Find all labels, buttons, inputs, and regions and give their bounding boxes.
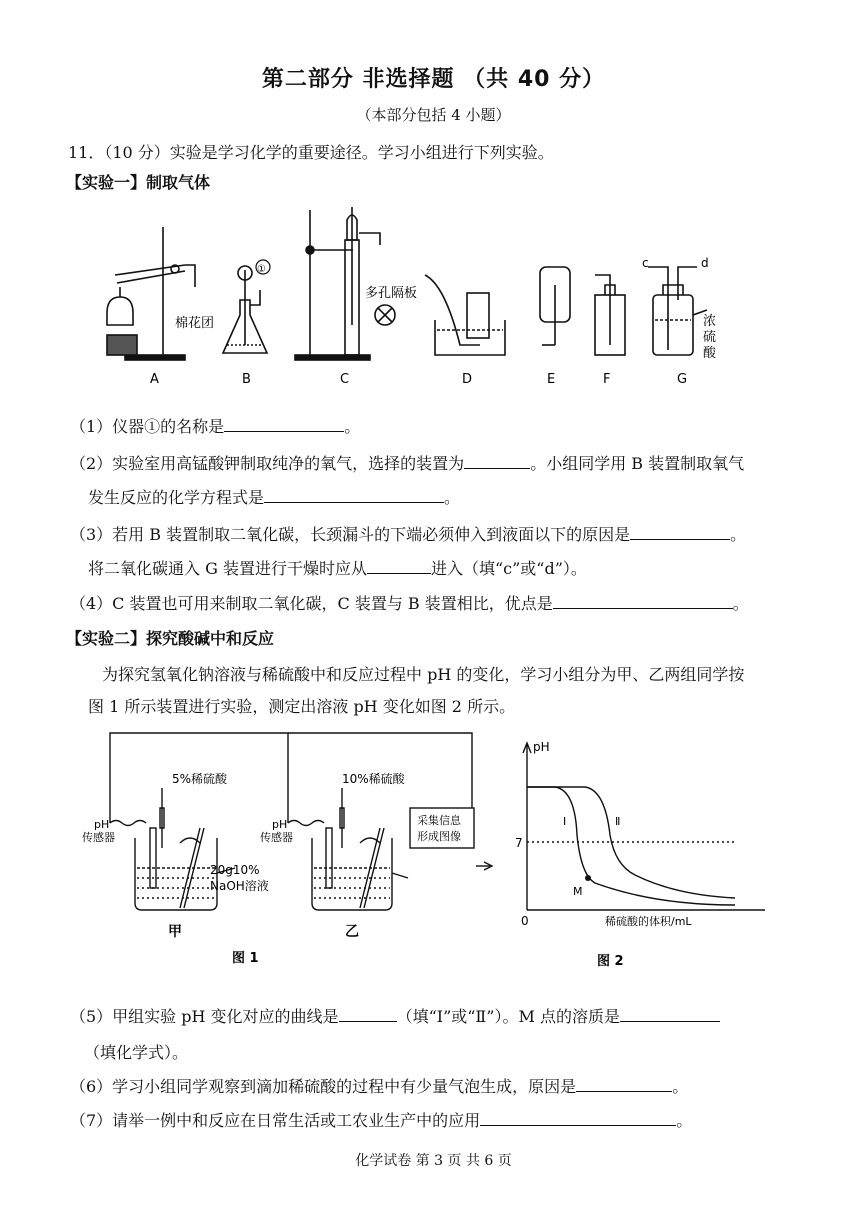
acid-label-2: 硫 bbox=[703, 330, 717, 345]
page-footer: 化学试卷 第 3 页 共 6 页 bbox=[355, 1153, 512, 1169]
circle-one-label: ① bbox=[257, 264, 266, 275]
q1: （1）仪器①的名称是 。 bbox=[70, 417, 361, 436]
exp2-intro-2: 图 1 所示装置进行实验，测定出溶液 pH 变化如图 2 所示。 bbox=[88, 697, 516, 716]
apparatus-label-f: F bbox=[603, 372, 611, 387]
apparatus-label-g: G bbox=[677, 372, 688, 387]
sensor-label-1a: pH bbox=[94, 818, 110, 831]
figure-2-caption: 图 2 bbox=[597, 954, 624, 969]
apparatus-label-e: E bbox=[547, 372, 556, 387]
curve-1-label: Ⅰ bbox=[563, 815, 567, 828]
section-title: 第二部分 非选择题 （共 40 分） bbox=[261, 67, 606, 92]
figure-1 bbox=[80, 728, 500, 973]
acid-label-1: 浓 bbox=[703, 314, 717, 329]
q6: （6）学习小组同学观察到滴加稀硫酸的过程中有少量气泡生成，原因是 。 bbox=[70, 1077, 689, 1096]
experiment-2-title: 【实验二】探究酸碱中和反应 bbox=[66, 629, 275, 648]
apparatus-figure bbox=[95, 205, 735, 390]
cotton-label: 棉花团 bbox=[175, 316, 215, 331]
figure-2 bbox=[515, 735, 775, 970]
porous-plate-label: 多孔隔板 bbox=[365, 286, 418, 301]
q2-line-2: 发生反应的化学方程式是 。 bbox=[88, 488, 461, 507]
experiment-1-title: 【实验一】制取气体 bbox=[66, 173, 211, 192]
q3-line-1: （3）若用 B 装置制取二氧化碳，长颈漏斗的下端必须伸入到液面以下的原因是 。 bbox=[70, 525, 747, 544]
q5-line-1: （5）甲组实验 pH 变化对应的曲线是 （填“Ⅰ”或“Ⅱ”）。M 点的溶质是 bbox=[70, 1004, 720, 1027]
q5-line-2: （填化学式）。 bbox=[84, 1043, 189, 1062]
sensor-label-2b: 传感器 bbox=[260, 831, 293, 844]
group-a-label: 甲 bbox=[168, 924, 182, 940]
origin-label: 0 bbox=[521, 914, 529, 928]
question-intro: 11．（10 分）实验是学习化学的重要途径。学习小组进行下列实验。 bbox=[68, 143, 554, 162]
apparatus-label-d: D bbox=[462, 372, 473, 387]
acid-10-label: 10%稀硫酸 bbox=[342, 772, 405, 786]
info-label-2: 形成图像 bbox=[417, 830, 461, 843]
ph-axis-label: pH bbox=[533, 740, 550, 754]
naoh-label-2: NaOH溶液 bbox=[210, 879, 269, 893]
volume-axis-label: 稀硫酸的体积/mL bbox=[605, 915, 692, 928]
curve-2-label: Ⅱ bbox=[615, 815, 621, 828]
apparatus-label-b: B bbox=[242, 372, 251, 387]
figure-1-caption: 图 1 bbox=[232, 951, 259, 966]
acid-5-label: 5%稀硫酸 bbox=[172, 772, 228, 786]
apparatus-label-a: A bbox=[150, 372, 159, 387]
port-d-label: d bbox=[701, 256, 709, 270]
section-subtitle: （本部分包括 4 小题） bbox=[356, 106, 511, 124]
q3-line-2: 将二氧化碳通入 G 装置进行干燥时应从 进入（填“c”或“d”）。 bbox=[88, 559, 587, 578]
naoh-label-1: 20g10% bbox=[210, 863, 260, 877]
port-c-label: c bbox=[642, 256, 649, 270]
point-m bbox=[585, 875, 591, 881]
group-b-label: 乙 bbox=[345, 924, 359, 940]
tick-7: 7 bbox=[515, 836, 523, 850]
q2-line-1: （2）实验室用高锰酸钾制取纯净的氧气，选择的装置为 。小组同学用 B 装置制取氧气 bbox=[70, 454, 745, 473]
exp2-intro-1: 为探究氢氧化钠溶液与稀硫酸中和反应过程中 pH 的变化，学习小组分为甲、乙两组同学按 bbox=[102, 665, 745, 684]
acid-label-3: 酸 bbox=[703, 346, 717, 361]
q4: （4）C 装置也可用来制取二氧化碳，C 装置与 B 装置相比，优点是 。 bbox=[70, 594, 749, 613]
apparatus-label-c: C bbox=[340, 372, 350, 387]
sensor-label-2a: pH bbox=[272, 818, 288, 831]
q7: （7）请举一例中和反应在日常生活或工农业生产中的应用 。 bbox=[70, 1111, 693, 1130]
point-m-label: M bbox=[573, 885, 583, 898]
info-label-1: 采集信息 bbox=[417, 814, 461, 827]
sensor-label-1b: 传感器 bbox=[82, 831, 115, 844]
